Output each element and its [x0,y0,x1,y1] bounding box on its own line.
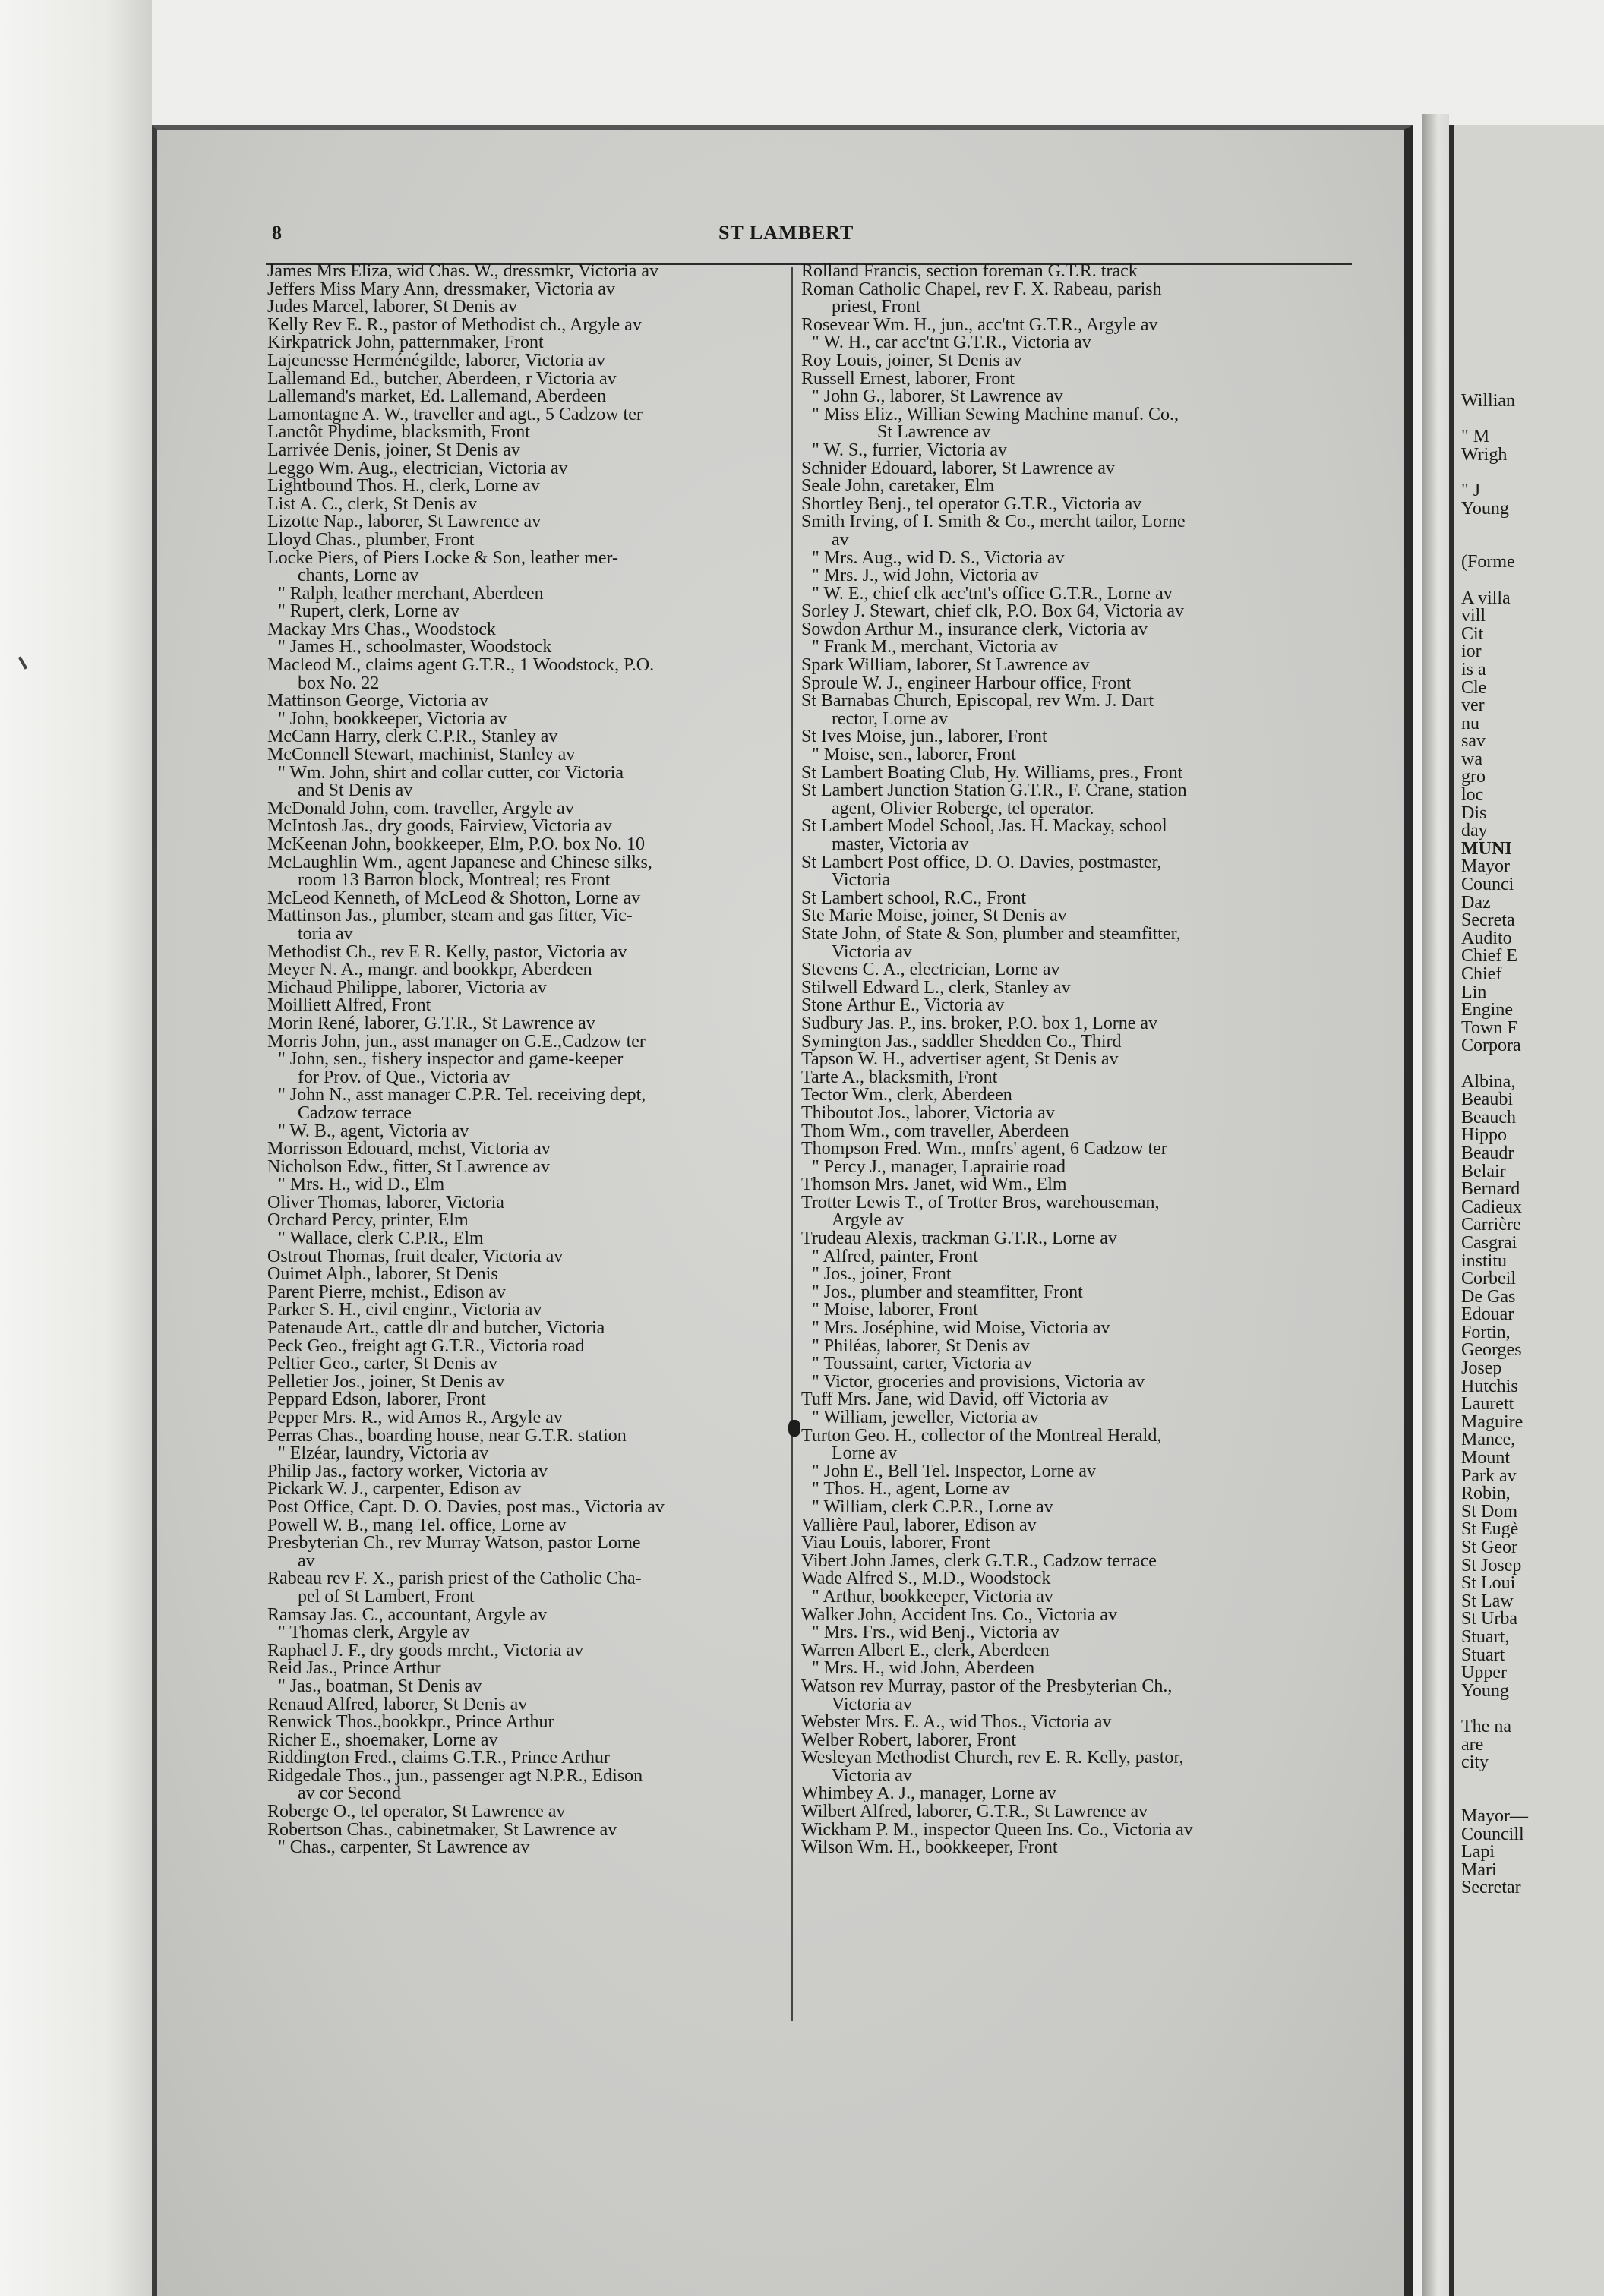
next-page-fragment: Beaubi [1461,1090,1513,1110]
directory-entry: " Wm. John, shirt and collar cutter, cor Victoria [278,762,624,783]
directory-entry: Pepper Mrs. R., wid Amos R., Argyle av [267,1408,563,1427]
next-page-fragment: Maguire [1461,1411,1523,1432]
directory-entry: Victoria av [832,1765,912,1786]
directory-entry: " Mrs. Frs., wid Benj., Victoria av [812,1623,1059,1643]
next-page-fragment: Chief E [1461,946,1517,967]
next-page-fragment: St Urba [1461,1609,1517,1629]
directory-entry: Rabeau rev F. X., parish priest of the Catholic Cha- [267,1569,642,1589]
next-page-fragment: are [1461,1734,1484,1755]
next-page-fragment: St Geor [1461,1538,1517,1557]
next-page-fragment: Stuart, [1461,1626,1510,1647]
next-page-fragment: Hutchis [1461,1376,1518,1396]
directory-entry: Rolland Francis, section foreman G.T.R. track [801,261,1138,281]
left-column [267,263,788,1857]
directory-entry: Mattinson George, Victoria av [267,691,488,711]
directory-entry: " Percy J., manager, Laprairie road [812,1156,1066,1177]
blank-line [1461,518,1528,536]
directory-entry: Tuff Mrs. Jane, wid David, off Victoria av [801,1389,1109,1410]
directory-entry: Judes Marcel, laborer, St Denis av [267,297,517,317]
directory-entry: master, Victoria av [832,834,969,854]
directory-entry: " Jas., boatman, St Denis av [278,1676,482,1696]
next-page-fragment: Young [1461,1680,1509,1701]
next-page-fragment: Beauch [1461,1107,1516,1128]
directory-entry: Lamontagne A. W., traveller and agt., 5 Cadzow ter [267,404,643,424]
directory-entry: Roman Catholic Chapel, rev F. X. Rabeau, parish [801,279,1162,299]
directory-entry: Pelletier Jos., joiner, St Denis av [267,1371,505,1392]
directory-entry: McLeod Kenneth, of McLeod & Shotton, Lorne av [267,888,641,908]
directory-entry: Thomson Mrs. Janet, wid Wm., Elm [801,1175,1067,1195]
directory-entry: Lorne av [832,1443,897,1464]
directory-entry: McDonald John, com. traveller, Argyle av [267,798,574,818]
directory-entry: rector, Lorne av [832,708,948,729]
next-page-fragment: institu [1461,1250,1508,1271]
blank-line [1461,1790,1528,1808]
next-page-fragment: MUNI [1461,838,1512,859]
directory-entry: Thompson Fred. Wm., mnfrs' agent, 6 Cadzow ter [801,1139,1167,1159]
next-page-fragment: Willian [1461,391,1516,411]
directory-entry: Whimbey A. J., manager, Lorne av [801,1784,1056,1804]
next-page-fragment: Lapi [1461,1842,1495,1862]
next-page-fragment: Laurett [1461,1394,1514,1414]
directory-entry: Michaud Philippe, laborer, Victoria av [267,977,547,998]
directory-entry: Rosevear Wm. H., jun., acc'tnt G.T.R., Argyle av [801,314,1158,335]
next-page-fragment: Belair [1461,1161,1506,1181]
directory-entry: Presbyterian Ch., rev Murray Watson, pastor Lorne [267,1533,641,1553]
directory-entry: Victoria av [832,941,912,962]
directory-entry: " Rupert, clerk, Lorne av [278,601,460,622]
page-number: 8 [272,222,282,244]
next-page-fragment: A villa [1461,588,1511,608]
directory-entry: Moilliett Alfred, Front [267,995,431,1016]
next-page-fragment: vill [1461,606,1486,626]
directory-entry: " William, jeweller, Victoria av [812,1408,1039,1427]
directory-entry: Spark William, laborer, St Lawrence av [801,655,1090,676]
directory-entry: " Mrs. Joséphine, wid Moise, Victoria av [812,1318,1110,1339]
directory-entry: " Jos., plumber and steamfitter, Front [812,1282,1083,1302]
directory-entry: Turton Geo. H., collector of the Montreal Herald, [801,1425,1162,1446]
directory-entry: " John E., Bell Tel. Inspector, Lorne av [812,1461,1096,1481]
next-page-fragment: Daz [1461,892,1491,913]
directory-entry: Post Office, Capt. D. O. Davies, post mas., Victoria av [267,1496,665,1517]
directory-entry: Richer E., shoemaker, Lorne av [267,1730,498,1750]
blank-line [1461,1700,1528,1718]
directory-entry: " W. E., chief clk acc'tnt's office G.T.R., Lorne av [812,583,1173,604]
directory-entry: Peck Geo., freight agt G.T.R., Victoria road [267,1336,585,1356]
directory-entry: Robertson Chas., cabinetmaker, St Lawrence av [267,1819,617,1840]
directory-entry: Peppard Edson, laborer, Front [267,1389,486,1410]
next-page-fragment: is a [1461,659,1486,680]
next-page-fragment: Albina, [1461,1071,1516,1092]
directory-entry: Ste Marie Moise, joiner, St Denis av [801,906,1067,926]
next-page-fragment: (Forme [1461,552,1515,572]
directory-entry: Lallemand Ed., butcher, Aberdeen, r Victoria av [267,368,617,389]
next-page-fragment: Audito [1461,928,1512,948]
directory-entry: " Frank M., merchant, Victoria av [812,637,1058,658]
directory-entry: McLaughlin Wm., agent Japanese and Chinese silks, [267,852,652,872]
directory-entry: av [298,1550,315,1571]
directory-entry: Watson rev Murray, pastor of the Presbyterian Ch., [801,1676,1173,1696]
directory-entry: Russell Ernest, laborer, Front [801,368,1015,389]
blank-line [1461,1772,1528,1790]
next-page-fragment: Hippo [1461,1125,1507,1146]
directory-entry: State John, of State & Son, plumber and steamfitter, [801,923,1181,944]
directory-entry: Thom Wm., com traveller, Aberdeen [801,1121,1069,1141]
next-page-fragment: Bernard [1461,1179,1520,1200]
next-page-fragment: Georges [1461,1340,1522,1361]
directory-entry: " Toussaint, carter, Victoria av [812,1354,1033,1374]
directory-entry: Nicholson Edw., fitter, St Lawrence av [267,1156,551,1177]
directory-entry: " Chas., carpenter, St Lawrence av [278,1837,530,1858]
directory-entry: Walker John, Accident Ins. Co., Victoria av [801,1604,1118,1625]
directory-entry: and St Denis av [298,781,413,801]
directory-entry: McIntosh Jas., dry goods, Fairview, Victoria av [267,816,612,837]
directory-entry: Ridgedale Thos., jun., passenger agt N.P.R., Edison [267,1765,643,1786]
directory-entry: " Arthur, bookkeeper, Victoria av [812,1586,1053,1607]
directory-entry: Kelly Rev E. R., pastor of Methodist ch., Argyle av [267,314,642,335]
next-page-fragment: wa [1461,749,1482,769]
next-page-fragment: Stuart [1461,1645,1505,1665]
directory-entry: Tarte A., blacksmith, Front [801,1067,998,1087]
next-page-fragment: sav [1461,731,1486,752]
directory-entry: " John G., laborer, St Lawrence av [812,386,1063,407]
directory-entry: " Victor, groceries and provisions, Victoria av [812,1371,1145,1392]
next-page-fragment: Casgrai [1461,1232,1517,1253]
directory-entry: Victoria [832,870,891,891]
left-margin [0,0,152,2296]
next-page-fragment: ver [1461,695,1485,716]
next-page-fragment: " M [1461,427,1490,447]
directory-entry: Oliver Thomas, laborer, Victoria [267,1192,504,1213]
directory-entry: " William, clerk C.P.R., Lorne av [812,1496,1053,1517]
next-page-edge [1449,125,1604,2296]
directory-entry: Philip Jas., factory worker, Victoria av [267,1461,548,1481]
directory-entry: Sudbury Jas. P., ins. broker, P.O. box 1, Lorne av [801,1013,1158,1033]
next-page-fragment: " J [1461,480,1481,500]
directory-entry: McCann Harry, clerk C.P.R., Stanley av [267,727,558,747]
directory-entry: " James H., schoolmaster, Woodstock [278,637,552,658]
directory-entry: Sproule W. J., engineer Harbour office, Front [801,673,1132,693]
next-page-fragment: Carrière [1461,1215,1521,1235]
next-page-fragment: Beaudr [1461,1143,1514,1163]
directory-entry: St Lambert Post office, D. O. Davies, postmaster, [801,852,1162,872]
blank-line [1461,411,1528,429]
next-page-fragment: Corbeil [1461,1269,1516,1289]
next-page-fragment: Young [1461,498,1509,519]
directory-entry: Peltier Geo., carter, St Denis av [267,1354,497,1374]
directory-entry: Jeffers Miss Mary Ann, dressmaker, Victoria av [267,279,615,299]
directory-entry: Orchard Percy, printer, Elm [267,1210,469,1231]
next-page-fragment: St Dom [1461,1501,1518,1522]
directory-entry: Seale John, caretaker, Elm [801,476,995,497]
next-page-fragment: city [1461,1752,1489,1773]
directory-entry: " Wallace, clerk C.P.R., Elm [278,1228,484,1249]
directory-entry: Smith Irving, of I. Smith & Co., mercht tailor, Lorne [801,512,1186,532]
directory-entry: Morin René, laborer, G.T.R., St Lawrence av [267,1013,595,1033]
directory-entry: " W. B., agent, Victoria av [278,1121,469,1141]
directory-entry: St Ives Moise, jun., laborer, Front [801,727,1047,747]
directory-entry: box No. 22 [298,673,380,693]
next-page-fragment: Wrigh [1461,444,1508,465]
directory-entry: Morris John, jun., asst manager on G.E.,Cadzow ter [267,1031,646,1052]
next-page-fragment: Town F [1461,1017,1517,1038]
next-page-fragment: St Law [1461,1591,1514,1611]
directory-entry: Thiboutot Jos., laborer, Victoria av [801,1102,1055,1123]
directory-entry: Methodist Ch., rev E R. Kelly, pastor, Victoria av [267,941,627,962]
directory-entry: Victoria av [832,1694,912,1714]
next-page-fragment: Mayor— [1461,1806,1528,1826]
directory-entry: " Alfred, painter, Front [812,1246,978,1266]
next-page-fragment: day [1461,821,1488,841]
right-column [801,263,1356,1857]
directory-entry: " Jos., joiner, Front [812,1264,952,1285]
next-page-fragment: De Gas [1461,1286,1516,1307]
next-page-fragments [1461,393,1528,1897]
directory-entry: St Lambert Model School, Jas. H. Mackay, school [801,816,1167,837]
next-page-fragment: Mount [1461,1448,1511,1468]
directory-entry: " Ralph, leather merchant, Aberdeen [278,583,544,604]
directory-entry: McKeenan John, bookkeeper, Elm, P.O. box No. 10 [267,834,645,854]
directory-entry: Parker S. H., civil enginr., Victoria av [267,1300,542,1320]
directory-entry: Patenaude Art., cattle dlr and butcher, Victoria [267,1318,605,1339]
directory-entry: St Lambert school, R.C., Front [801,888,1026,908]
directory-entry: Welber Robert, laborer, Front [801,1730,1017,1750]
directory-entry: Wesleyan Methodist Church, rev E. R. Kelly, pastor, [801,1748,1184,1768]
directory-entry: St Lambert Junction Station G.T.R., F. Crane, station [801,781,1187,801]
next-page-fragment: Fortin, [1461,1322,1511,1342]
next-page-fragment: St Eugè [1461,1519,1519,1540]
directory-entry: Parent Pierre, mchist., Edison av [267,1282,506,1302]
directory-entry: " Elzéar, laundry, Victoria av [278,1443,489,1464]
next-page-fragment: Secretar [1461,1878,1521,1898]
directory-entry: Roy Louis, joiner, St Denis av [801,350,1022,371]
directory-entry: " Mrs. J., wid John, Victoria av [812,566,1039,586]
directory-entry: Mattinson Jas., plumber, steam and gas fitter, Vic- [267,906,633,926]
book-gutter [1422,114,1449,2296]
directory-entry: " John, sen., fishery inspector and game-keeper [278,1049,624,1070]
directory-entry: agent, Olivier Roberge, tel operator. [832,798,1094,818]
directory-entry: Kirkpatrick John, patternmaker, Front [267,333,544,353]
directory-entry: room 13 Barron block, Montreal; res Front [298,870,611,891]
directory-entry: Larrivée Denis, joiner, St Denis av [267,440,520,460]
next-page-fragment: loc [1461,785,1484,806]
directory-entry: " W. S., furrier, Victoria av [812,440,1007,460]
directory-entry: Tector Wm., clerk, Aberdeen [801,1085,1012,1105]
next-page-fragment: Upper [1461,1663,1507,1683]
directory-entry: List A. C., clerk, St Denis av [267,494,477,514]
directory-entry: " Miss Eliz., Willian Sewing Machine manuf. Co., [812,404,1179,424]
next-page-fragment: Park av [1461,1465,1517,1486]
next-page-fragment: The na [1461,1716,1511,1736]
next-page-fragment: Counci [1461,875,1514,895]
directory-entry: Leggo Wm. Aug., electrician, Victoria av [267,458,568,478]
next-page-fragment: Dis [1461,803,1487,823]
next-page-fragment: Engine [1461,1000,1513,1020]
directory-entry: Sowdon Arthur M., insurance clerk, Victoria av [801,619,1148,639]
next-page-fragment: Edouar [1461,1304,1514,1325]
directory-entry: Tapson W. H., advertiser agent, St Denis av [801,1049,1119,1070]
directory-entry: priest, Front [832,297,921,317]
directory-entry: Renaud Alfred, laborer, St Denis av [267,1694,528,1714]
directory-entry: av [832,529,849,550]
blank-line [1461,1055,1528,1074]
next-page-fragment: Mari [1461,1859,1497,1880]
directory-entry: Pickark W. J., carpenter, Edison av [267,1479,522,1500]
directory-entry: Ramsay Jas. C., accountant, Argyle av [267,1604,548,1625]
directory-entry: Warren Albert E., clerk, Aberdeen [801,1640,1050,1660]
directory-entry: Powell W. B., mang Tel. office, Lorne av [267,1515,567,1535]
directory-entry: St Lawrence av [877,422,991,443]
directory-entry: Ouimet Alph., laborer, St Denis [267,1264,498,1285]
directory-entry: " Mrs. H., wid D., Elm [278,1175,445,1195]
next-page-fragment: Secreta [1461,910,1515,931]
directory-entry: Vallière Paul, laborer, Edison av [801,1515,1037,1535]
running-head: ST LAMBERT [718,222,854,244]
directory-entry: Stone Arthur E., Victoria av [801,995,1005,1016]
directory-entry: St Barnabas Church, Episcopal, rev Wm. J. Dart [801,691,1154,711]
next-page-fragment: Corpora [1461,1036,1521,1056]
column-rule [791,267,793,2021]
directory-entry: Lallemand's market, Ed. Lallemand, Aberdeen [267,386,607,407]
next-page-fragment: Cle [1461,677,1487,698]
directory-entry: av cor Second [298,1784,401,1804]
directory-entry: " John N., asst manager C.P.R. Tel. receiving dept, [278,1085,646,1105]
directory-entry: Lightbound Thos. H., clerk, Lorne av [267,476,540,497]
directory-entry: Macleod M., claims agent G.T.R., 1 Woodstock, P.O. [267,655,655,676]
next-page-fragment: Cit [1461,623,1484,644]
directory-entry: James Mrs Eliza, wid Chas. W., dressmkr, Victoria av [267,261,659,281]
directory-entry: Webster Mrs. E. A., wid Thos., Victoria av [801,1712,1112,1733]
directory-entry: Perras Chas., boarding house, near G.T.R. station [267,1425,627,1446]
blank-line [1461,464,1528,482]
directory-entry: McConnell Stewart, machinist, Stanley av [267,745,576,765]
directory-entry: Riddington Fred., claims G.T.R., Prince Arthur [267,1748,610,1768]
directory-entry: pel of St Lambert, Front [298,1586,475,1607]
next-page-fragment: Cadieux [1461,1197,1522,1217]
directory-entry: Wickham P. M., inspector Queen Ins. Co., Victoria av [801,1819,1193,1840]
directory-entry: Viau Louis, laborer, Front [801,1533,990,1553]
next-page-fragment: Mance, [1461,1430,1516,1450]
directory-entry: Mackay Mrs Chas., Woodstock [267,619,496,639]
next-page-fragment: Councill [1461,1824,1524,1844]
blank-line [1461,572,1528,590]
blank-line [1461,536,1528,554]
directory-entry: Meyer N. A., mangr. and bookkpr, Aberdeen [267,960,592,980]
directory-entry: " John, bookkeeper, Victoria av [278,708,507,729]
next-page-fragment: St Loui [1461,1573,1516,1594]
directory-entry: Vibert John James, clerk G.T.R., Cadzow terrace [801,1550,1157,1571]
directory-entry: " Mrs. H., wid John, Aberdeen [812,1658,1035,1679]
directory-entry: Wilson Wm. H., bookkeeper, Front [801,1837,1058,1858]
directory-entry: Cadzow terrace [298,1102,412,1123]
directory-entry: Trotter Lewis T., of Trotter Bros, warehouseman, [801,1192,1160,1213]
directory-entry: for Prov. of Que., Victoria av [298,1067,510,1087]
directory-entry: Shortley Benj., tel operator G.T.R., Victoria av [801,494,1142,514]
directory-entry: chants, Lorne av [298,566,419,586]
next-page-fragment: St Josep [1461,1555,1522,1575]
next-page-fragment: Josep [1461,1358,1502,1379]
directory-entry: Locke Piers, of Piers Locke & Son, leather mer- [267,547,619,568]
directory-entry: Reid Jas., Prince Arthur [267,1658,441,1679]
directory-entry: " Mrs. Aug., wid D. S., Victoria av [812,547,1065,568]
directory-entry: Wade Alfred S., M.D., Woodstock [801,1569,1051,1589]
directory-entry: Roberge O., tel operator, St Lawrence av [267,1802,566,1822]
directory-entry: Wilbert Alfred, laborer, G.T.R., St Lawrence av [801,1802,1148,1822]
directory-entry: " Thos. H., agent, Lorne av [812,1479,1010,1500]
directory-entry: Renwick Thos.,bookkpr., Prince Arthur [267,1712,554,1733]
directory-entry: Lizotte Nap., laborer, St Lawrence av [267,512,542,532]
directory-entry: toria av [298,923,353,944]
next-page-fragment: gro [1461,767,1486,787]
directory-entry: Morrisson Edouard, mchst, Victoria av [267,1139,551,1159]
next-page-fragment: Mayor [1461,856,1510,877]
next-page-fragment: Robin, [1461,1484,1511,1504]
directory-entry: " Moise, sen., laborer, Front [812,745,1016,765]
directory-entry: " Thomas clerk, Argyle av [278,1623,470,1643]
ink-blot [788,1420,800,1437]
directory-entry: Ostrout Thomas, fruit dealer, Victoria av [267,1246,564,1266]
directory-entry: Stilwell Edward L., clerk, Stanley av [801,977,1071,998]
next-page-fragment: Chief [1461,964,1502,984]
next-page-fragment: nu [1461,713,1479,733]
directory-entry: Symington Jas., saddler Shedden Co., Third [801,1031,1122,1052]
directory-entry: " Philéas, laborer, St Denis av [812,1336,1030,1356]
directory-entry: Raphael J. F., dry goods mrcht., Victoria av [267,1640,584,1660]
directory-entry: Sorley J. Stewart, chief clk, P.O. Box 64, Victoria av [801,601,1185,622]
directory-entry: Lajeunesse Herménégilde, laborer, Victoria av [267,350,605,371]
directory-entry: Lanctôt Phydime, blacksmith, Front [267,422,530,443]
directory-entry: Trudeau Alexis, trackman G.T.R., Lorne av [801,1228,1117,1249]
directory-entry: Schnider Edouard, laborer, St Lawrence av [801,458,1115,478]
directory-entry: Lloyd Chas., plumber, Front [267,529,475,550]
directory-entry: " W. H., car acc'tnt G.T.R., Victoria av [812,333,1091,353]
next-page-fragment: Lin [1461,982,1487,1002]
directory-entry: Stevens C. A., electrician, Lorne av [801,960,1060,980]
directory-entry: Argyle av [832,1210,904,1231]
directory-entry: St Lambert Boating Club, Hy. Williams, pres., Front [801,762,1183,783]
directory-entry: " Moise, laborer, Front [812,1300,978,1320]
next-page-fragment: ior [1461,642,1482,662]
